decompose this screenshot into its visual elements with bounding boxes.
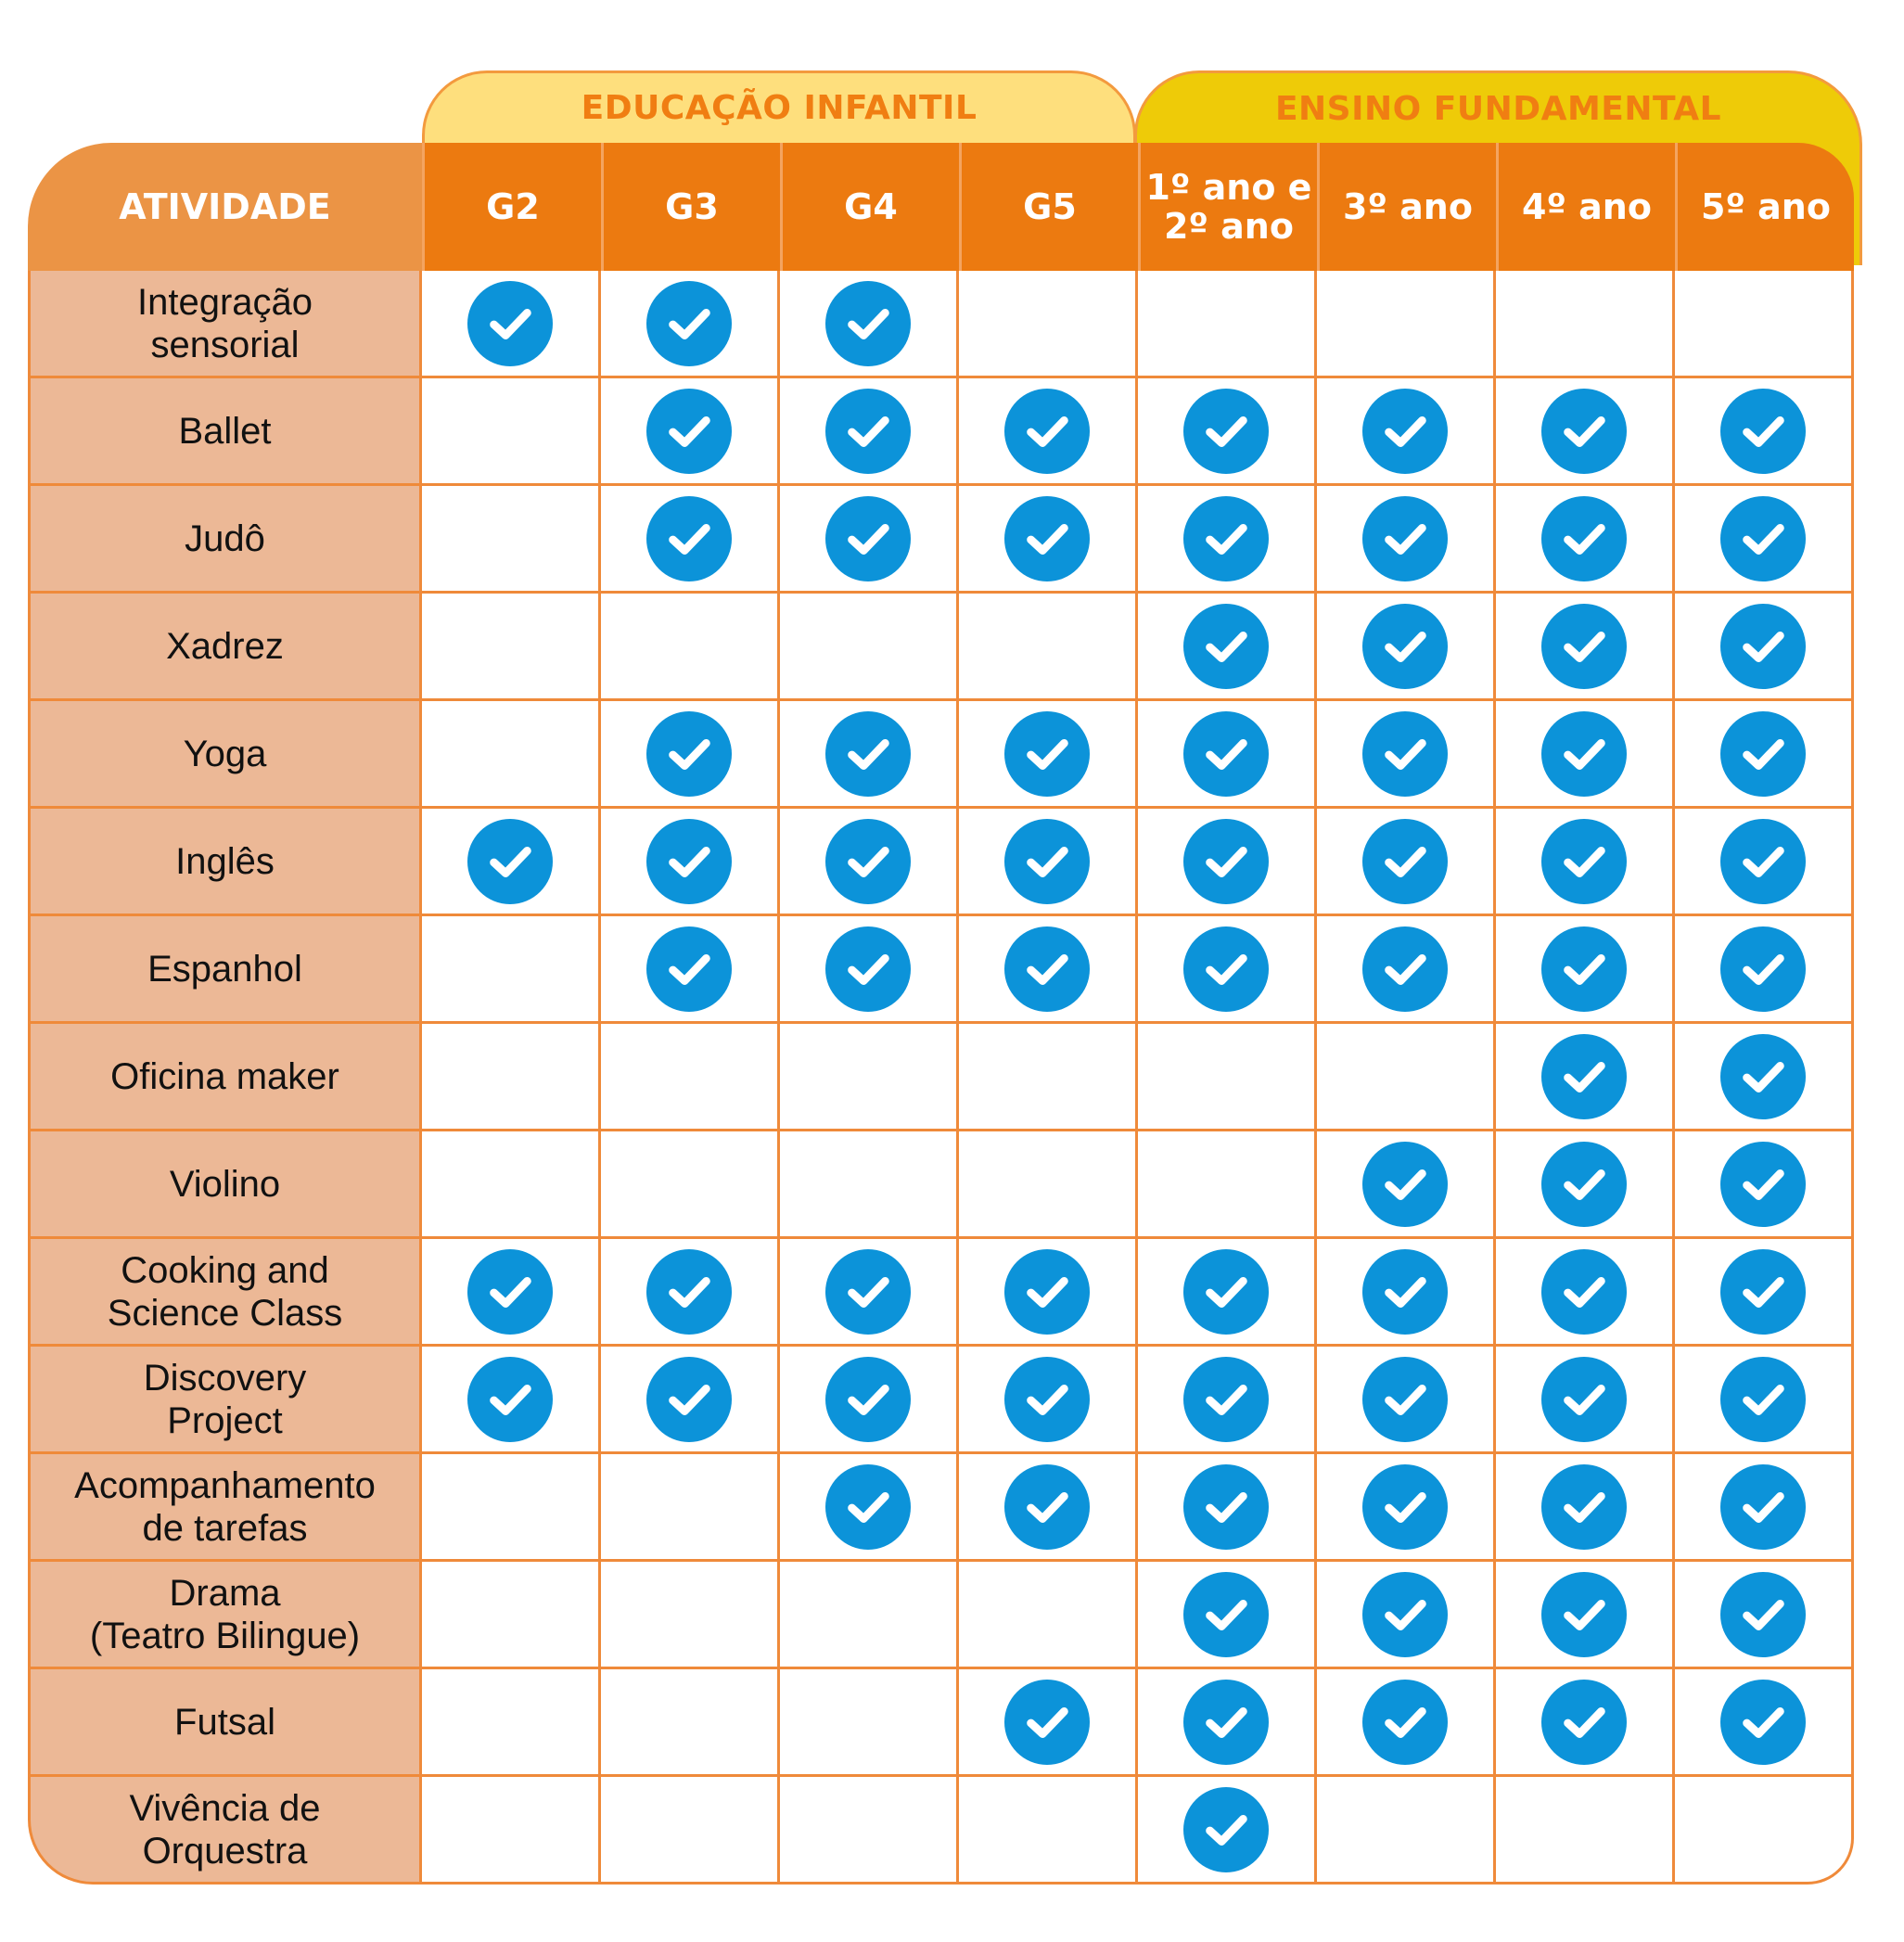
- check-circle-icon: [1720, 1464, 1806, 1550]
- table-cell: [422, 916, 601, 1024]
- check-circle-icon: [1541, 926, 1627, 1012]
- table-cell: [780, 1131, 959, 1239]
- check-circle-icon: [1183, 926, 1269, 1012]
- check-circle-icon: [1004, 926, 1090, 1012]
- table-cell: [601, 486, 780, 594]
- table-cell: [1317, 594, 1496, 701]
- table-cell: [959, 1777, 1138, 1885]
- header-column: [959, 143, 1138, 271]
- check-circle-icon: [1720, 1357, 1806, 1442]
- check-circle-icon: [1362, 496, 1448, 581]
- check-circle-icon: [1541, 711, 1627, 797]
- header-column-label: 4º ano: [1522, 186, 1652, 227]
- table-cell: [422, 486, 601, 594]
- table-cell: [422, 1131, 601, 1239]
- check-circle-icon: [646, 711, 732, 797]
- check-circle-icon: [1541, 604, 1627, 689]
- table-cell: [1317, 1024, 1496, 1131]
- check-circle-icon: [1362, 819, 1448, 904]
- activity-label: Yoga: [28, 701, 422, 809]
- header-column: [601, 143, 780, 271]
- table-cell: [1496, 594, 1675, 701]
- check-circle-icon: [467, 819, 553, 904]
- table-row: [28, 1024, 1854, 1131]
- check-circle-icon: [1541, 819, 1627, 904]
- table-cell: [959, 1669, 1138, 1777]
- table-cell: [422, 1239, 601, 1347]
- table-row: [28, 1669, 1854, 1777]
- table-cell: [1317, 271, 1496, 378]
- check-circle-icon: [825, 1464, 911, 1550]
- header-column: [422, 143, 601, 271]
- activity-label: Futsal: [28, 1669, 422, 1777]
- header-atividade-label: ATIVIDADE: [119, 186, 331, 227]
- table-cell: [959, 1131, 1138, 1239]
- check-circle-icon: [1004, 389, 1090, 474]
- table-cell: [1675, 271, 1854, 378]
- table-row: [28, 1454, 1854, 1562]
- check-circle-icon: [1004, 711, 1090, 797]
- table-cell: [1675, 1562, 1854, 1669]
- table-cell: [422, 1024, 601, 1131]
- table-cell: [1496, 1454, 1675, 1562]
- table-cell: [1675, 486, 1854, 594]
- table-cell: [1675, 1239, 1854, 1347]
- check-circle-icon: [825, 711, 911, 797]
- table-cell: [601, 1454, 780, 1562]
- header-column: [1496, 143, 1675, 271]
- check-circle-icon: [1362, 1142, 1448, 1227]
- table-cell: [1138, 1024, 1317, 1131]
- check-circle-icon: [646, 1249, 732, 1335]
- activity-label: Vivência de Orquestra: [28, 1777, 422, 1885]
- table-cell: [780, 1777, 959, 1885]
- check-circle-icon: [825, 389, 911, 474]
- activity-label: Cooking and Science Class: [28, 1239, 422, 1347]
- check-circle-icon: [1004, 1357, 1090, 1442]
- table-cell: [959, 378, 1138, 486]
- table-cell: [1317, 1347, 1496, 1454]
- table-cell: [1317, 1562, 1496, 1669]
- table-cell: [780, 1562, 959, 1669]
- check-circle-icon: [1362, 1357, 1448, 1442]
- table-cell: [601, 594, 780, 701]
- activity-label: Drama (Teatro Bilingue): [28, 1562, 422, 1669]
- activity-label: Inglês: [28, 809, 422, 916]
- table-cell: [1317, 809, 1496, 916]
- table-cell: [780, 271, 959, 378]
- activity-label: Judô: [28, 486, 422, 594]
- header-column: [780, 143, 959, 271]
- table-cell: [601, 378, 780, 486]
- table-cell: [780, 1239, 959, 1347]
- table-cell: [1317, 916, 1496, 1024]
- check-circle-icon: [467, 1249, 553, 1335]
- table-row: [28, 1239, 1854, 1347]
- table-cell: [1138, 1347, 1317, 1454]
- table-cell: [959, 1239, 1138, 1347]
- table-cell: [780, 486, 959, 594]
- check-circle-icon: [1541, 496, 1627, 581]
- header-atividade: [28, 143, 422, 271]
- check-circle-icon: [1541, 1034, 1627, 1119]
- group-ensino-fundamental-label: ENSINO FUNDAMENTAL: [1274, 90, 1722, 128]
- check-circle-icon: [825, 1357, 911, 1442]
- table-row: [28, 1562, 1854, 1669]
- table-cell: [959, 701, 1138, 809]
- table-cell: [1496, 1562, 1675, 1669]
- check-circle-icon: [1541, 1357, 1627, 1442]
- table-cell: [1496, 378, 1675, 486]
- table-cell: [1138, 594, 1317, 701]
- table-cell: [1496, 271, 1675, 378]
- header-column-label: G4: [844, 186, 898, 227]
- table-cell: [1675, 1131, 1854, 1239]
- table-cell: [959, 1562, 1138, 1669]
- table-cell: [1138, 1777, 1317, 1885]
- table-cell: [959, 594, 1138, 701]
- table-cell: [780, 1024, 959, 1131]
- check-circle-icon: [1183, 1249, 1269, 1335]
- header-column-label: 5º ano: [1701, 186, 1831, 227]
- check-circle-icon: [1183, 1572, 1269, 1657]
- table-cell: [422, 378, 601, 486]
- check-circle-icon: [646, 496, 732, 581]
- check-circle-icon: [1720, 496, 1806, 581]
- table-cell: [1675, 1669, 1854, 1777]
- table-cell: [1496, 1131, 1675, 1239]
- table-row: [28, 1131, 1854, 1239]
- table-cell: [1675, 594, 1854, 701]
- table-cell: [1317, 1131, 1496, 1239]
- table-cell: [1138, 486, 1317, 594]
- table-cell: [601, 1239, 780, 1347]
- check-circle-icon: [646, 389, 732, 474]
- activity-label: Xadrez: [28, 594, 422, 701]
- table-cell: [959, 809, 1138, 916]
- table-cell: [601, 1669, 780, 1777]
- table-cell: [601, 1562, 780, 1669]
- check-circle-icon: [1541, 389, 1627, 474]
- activity-label: Espanhol: [28, 916, 422, 1024]
- table-cell: [1675, 916, 1854, 1024]
- table-cell: [1138, 1239, 1317, 1347]
- table-cell: [959, 1024, 1138, 1131]
- activity-label: Integração sensorial: [28, 271, 422, 378]
- table-cell: [1675, 1777, 1854, 1885]
- table-cell: [422, 701, 601, 809]
- check-circle-icon: [1183, 819, 1269, 904]
- table-cell: [959, 1347, 1138, 1454]
- check-circle-icon: [825, 1249, 911, 1335]
- table-cell: [1138, 1669, 1317, 1777]
- check-circle-icon: [1720, 604, 1806, 689]
- table-cell: [1317, 1239, 1496, 1347]
- table-cell: [1317, 1454, 1496, 1562]
- table-cell: [1138, 1131, 1317, 1239]
- header-column-label: 3º ano: [1343, 186, 1473, 227]
- table-cell: [422, 809, 601, 916]
- header-column-label: G5: [1023, 186, 1077, 227]
- check-circle-icon: [1183, 604, 1269, 689]
- check-circle-icon: [1004, 819, 1090, 904]
- check-circle-icon: [825, 926, 911, 1012]
- table-cell: [1138, 378, 1317, 486]
- header-column: [1138, 143, 1317, 271]
- table-cell: [601, 1347, 780, 1454]
- check-circle-icon: [825, 281, 911, 366]
- table-cell: [780, 701, 959, 809]
- table-cell: [601, 916, 780, 1024]
- table-cell: [422, 1454, 601, 1562]
- check-circle-icon: [1720, 711, 1806, 797]
- check-circle-icon: [1720, 926, 1806, 1012]
- table-cell: [1675, 1024, 1854, 1131]
- check-circle-icon: [1362, 604, 1448, 689]
- table-cell: [1138, 809, 1317, 916]
- check-circle-icon: [825, 819, 911, 904]
- check-circle-icon: [1004, 496, 1090, 581]
- table-cell: [1496, 1777, 1675, 1885]
- check-circle-icon: [646, 1357, 732, 1442]
- check-circle-icon: [1183, 1357, 1269, 1442]
- table-cell: [422, 594, 601, 701]
- header-column-label: G2: [486, 186, 540, 227]
- table-cell: [780, 378, 959, 486]
- table-cell: [422, 271, 601, 378]
- header-column: [1317, 143, 1496, 271]
- check-circle-icon: [1183, 1787, 1269, 1872]
- check-circle-icon: [1183, 496, 1269, 581]
- check-circle-icon: [1541, 1464, 1627, 1550]
- check-circle-icon: [1720, 1572, 1806, 1657]
- table-cell: [422, 1347, 601, 1454]
- check-circle-icon: [1362, 1680, 1448, 1765]
- check-circle-icon: [467, 1357, 553, 1442]
- check-circle-icon: [1183, 389, 1269, 474]
- check-circle-icon: [1541, 1680, 1627, 1765]
- check-circle-icon: [1720, 1680, 1806, 1765]
- table-cell: [1496, 1239, 1675, 1347]
- table-cell: [1317, 1669, 1496, 1777]
- table-cell: [601, 1024, 780, 1131]
- check-circle-icon: [646, 819, 732, 904]
- activity-label: Acompanhamento de tarefas: [28, 1454, 422, 1562]
- table-cell: [1675, 809, 1854, 916]
- table-cell: [780, 1347, 959, 1454]
- table-cell: [780, 809, 959, 916]
- table-row: [28, 378, 1854, 486]
- table-cell: [1675, 1347, 1854, 1454]
- table-cell: [422, 1562, 601, 1669]
- table-cell: [601, 809, 780, 916]
- group-educacao-infantil: [422, 70, 1136, 143]
- table-cell: [1138, 1562, 1317, 1669]
- check-circle-icon: [1004, 1680, 1090, 1765]
- activity-label: Violino: [28, 1131, 422, 1239]
- table-row: [28, 1347, 1854, 1454]
- check-circle-icon: [1720, 819, 1806, 904]
- table-cell: [1496, 486, 1675, 594]
- check-circle-icon: [467, 281, 553, 366]
- table-cell: [1496, 809, 1675, 916]
- header-column-label: 1º ano e 2º ano: [1145, 167, 1312, 247]
- table-cell: [1138, 916, 1317, 1024]
- activity-label: Discovery Project: [28, 1347, 422, 1454]
- table-row: [28, 1777, 1854, 1885]
- table-cell: [1138, 271, 1317, 378]
- table-cell: [1675, 378, 1854, 486]
- table-cell: [422, 1669, 601, 1777]
- check-circle-icon: [1362, 711, 1448, 797]
- check-circle-icon: [646, 926, 732, 1012]
- check-circle-icon: [1720, 389, 1806, 474]
- table-cell: [780, 594, 959, 701]
- table-cell: [959, 486, 1138, 594]
- check-circle-icon: [646, 281, 732, 366]
- check-circle-icon: [1720, 1142, 1806, 1227]
- table-cell: [1317, 486, 1496, 594]
- table-row: [28, 486, 1854, 594]
- table-row: [28, 271, 1854, 378]
- table-cell: [1317, 701, 1496, 809]
- table-cell: [959, 916, 1138, 1024]
- table-cell: [601, 1777, 780, 1885]
- table-cell: [1496, 1024, 1675, 1131]
- table-cell: [1317, 378, 1496, 486]
- table-row: [28, 916, 1854, 1024]
- check-circle-icon: [1362, 1249, 1448, 1335]
- table-cell: [422, 1777, 601, 1885]
- table-row: [28, 594, 1854, 701]
- table-cell: [1496, 916, 1675, 1024]
- table-cell: [780, 916, 959, 1024]
- check-circle-icon: [1362, 1572, 1448, 1657]
- table-row: [28, 701, 1854, 809]
- header-column-label: G3: [665, 186, 719, 227]
- table-cell: [959, 1454, 1138, 1562]
- check-circle-icon: [825, 496, 911, 581]
- table-cell: [1675, 1454, 1854, 1562]
- table-cell: [1317, 1777, 1496, 1885]
- table-cell: [1496, 1669, 1675, 1777]
- table-cell: [1496, 1347, 1675, 1454]
- check-circle-icon: [1541, 1572, 1627, 1657]
- check-circle-icon: [1183, 1680, 1269, 1765]
- check-circle-icon: [1004, 1249, 1090, 1335]
- table-cell: [780, 1454, 959, 1562]
- header-column: [1675, 143, 1854, 271]
- check-circle-icon: [1362, 926, 1448, 1012]
- table-cell: [1675, 701, 1854, 809]
- activity-label: Ballet: [28, 378, 422, 486]
- group-educacao-infantil-label: EDUCAÇÃO INFANTIL: [581, 89, 978, 127]
- check-circle-icon: [1720, 1249, 1806, 1335]
- table-cell: [1138, 1454, 1317, 1562]
- table-cell: [601, 271, 780, 378]
- table-cell: [1138, 701, 1317, 809]
- table-cell: [780, 1669, 959, 1777]
- table-cell: [601, 1131, 780, 1239]
- table-row: [28, 809, 1854, 916]
- check-circle-icon: [1541, 1249, 1627, 1335]
- check-circle-icon: [1183, 711, 1269, 797]
- table-cell: [1496, 701, 1675, 809]
- check-circle-icon: [1720, 1034, 1806, 1119]
- table-cell: [959, 271, 1138, 378]
- check-circle-icon: [1362, 389, 1448, 474]
- table-cell: [601, 701, 780, 809]
- check-circle-icon: [1004, 1464, 1090, 1550]
- activity-label: Oficina maker: [28, 1024, 422, 1131]
- check-circle-icon: [1183, 1464, 1269, 1550]
- check-circle-icon: [1541, 1142, 1627, 1227]
- check-circle-icon: [1362, 1464, 1448, 1550]
